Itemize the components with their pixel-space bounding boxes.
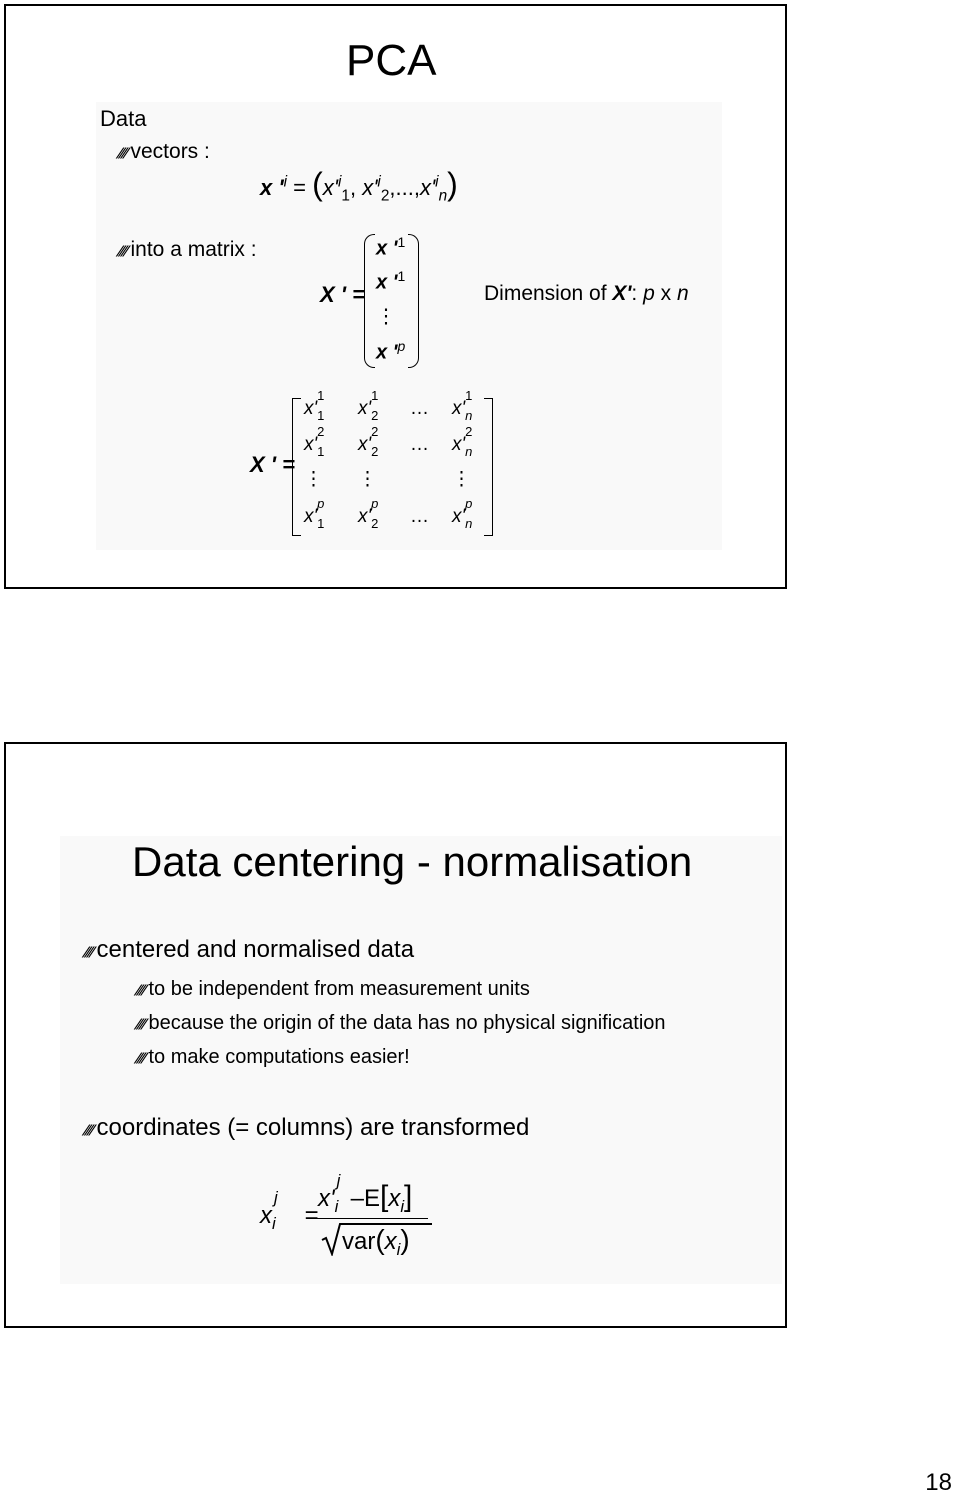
den-sub: i xyxy=(396,1239,401,1259)
num-x: x' xyxy=(318,1185,335,1212)
eq-term: x' xyxy=(322,175,338,200)
eq-sign: = xyxy=(293,175,306,200)
fraction-bar xyxy=(316,1218,428,1219)
cell-base: x' xyxy=(304,506,318,527)
page-number: 18 xyxy=(925,1469,952,1496)
matrix-cell xyxy=(410,398,429,420)
cell-sub: 1 xyxy=(317,444,325,459)
dimension-n: n xyxy=(676,282,689,305)
num-sup: j xyxy=(336,1171,341,1190)
bullet-icon: ⫽⫽ xyxy=(81,944,96,960)
matrix-cell xyxy=(304,468,323,491)
cell-base: … xyxy=(410,506,429,527)
column-matrix-bracket-right xyxy=(408,234,419,368)
cell-sub: n xyxy=(465,516,473,531)
dimension-X: X' xyxy=(612,282,632,305)
eq-paren-close: ) xyxy=(447,166,458,202)
bullet-into-matrix xyxy=(115,238,257,262)
sub-bullet-text: to make computations easier! xyxy=(148,1046,410,1068)
bullet-coordinates xyxy=(81,1114,530,1142)
den-paren-close: ) xyxy=(400,1224,410,1255)
sub-bullet xyxy=(133,1012,666,1035)
column-matrix-entry xyxy=(376,234,405,261)
cell-sup: 2 xyxy=(317,424,325,439)
bullet-text: centered and normalised data xyxy=(96,936,415,963)
formula-numerator xyxy=(318,1171,413,1217)
matrix-cell xyxy=(304,388,325,423)
bullet-centered xyxy=(81,936,415,964)
dimension-prefix: Dimension of xyxy=(484,282,613,305)
eq-dots: ,..., xyxy=(389,175,420,200)
eq-term: x' xyxy=(362,175,378,200)
entry-sup: p xyxy=(397,338,406,354)
sub-bullet xyxy=(133,978,530,1001)
matrix-cell xyxy=(358,388,379,423)
matrix-cell xyxy=(452,468,471,491)
sub-bullet xyxy=(133,1046,410,1069)
eq-term-sup: i xyxy=(377,173,381,191)
entry-base: x ' xyxy=(376,271,398,294)
bullet-icon: ⫽⫽ xyxy=(115,243,130,259)
bullet-icon: ⫽⫽ xyxy=(133,982,148,998)
cell-sub: 2 xyxy=(371,444,379,459)
num-xi-sub: i xyxy=(400,1196,405,1216)
dimension-colon: : xyxy=(631,282,644,305)
cell-sub: 2 xyxy=(371,516,379,531)
dimension-p: p xyxy=(643,282,655,305)
column-matrix-entry xyxy=(376,338,405,365)
column-matrix-bracket-left xyxy=(364,234,375,368)
matrix-cell xyxy=(452,496,473,531)
cell-sup: 2 xyxy=(371,424,379,439)
cell-base: ⋮ xyxy=(358,469,377,490)
dimension-x: x xyxy=(654,282,677,305)
num-bracket-close: ] xyxy=(404,1180,413,1213)
cell-sup: 1 xyxy=(371,388,379,403)
entry-base: x ' xyxy=(376,341,398,364)
matrix-cell xyxy=(358,496,379,531)
den-paren-open: ( xyxy=(375,1224,385,1255)
column-matrix-entry xyxy=(376,302,396,329)
eq-term-sup: i xyxy=(337,173,342,191)
cell-sup: 2 xyxy=(465,424,473,439)
formula-sub: i xyxy=(272,1214,276,1233)
eq-sep: , xyxy=(349,175,357,200)
matrix-cell xyxy=(410,506,429,528)
vector-equation xyxy=(260,166,458,205)
den-var: var xyxy=(342,1228,376,1255)
big-matrix-lhs: X ' = xyxy=(250,452,295,477)
eq-term: x' xyxy=(419,175,436,200)
eq-term-sub: 2 xyxy=(380,187,390,205)
cell-sup: p xyxy=(317,496,325,511)
cell-sub: 2 xyxy=(371,408,379,423)
big-matrix-bracket-left xyxy=(292,398,301,536)
sub-bullet-text: because the origin of the data has no physical signification xyxy=(148,1012,666,1034)
matrix-cell xyxy=(452,424,473,459)
eq-term-sub: 1 xyxy=(341,187,350,205)
cell-sub: 1 xyxy=(317,516,325,531)
matrix-cell xyxy=(304,496,325,531)
heading-data: Data xyxy=(100,106,147,131)
column-matrix-lhs: X ' = xyxy=(320,282,365,307)
slide-title: Data centering - normalisation xyxy=(132,838,693,885)
num-xi: x xyxy=(388,1185,401,1212)
big-matrix-bracket-right xyxy=(484,398,493,536)
cell-base: x' xyxy=(358,506,372,527)
cell-base: x' xyxy=(452,434,466,455)
eq-paren-open: ( xyxy=(312,166,323,202)
num-E: E xyxy=(363,1185,380,1212)
bullet-icon: ⫽⫽ xyxy=(81,1122,96,1138)
cell-base: x' xyxy=(452,398,466,419)
bullet-icon: ⫽⫽ xyxy=(115,145,130,161)
bullet-vectors xyxy=(115,140,210,164)
matrix-cell xyxy=(358,424,379,459)
num-minus: – xyxy=(350,1185,364,1212)
cell-sub: n xyxy=(465,444,473,459)
cell-base: x' xyxy=(304,434,318,455)
bullet-icon: ⫽⫽ xyxy=(133,1016,148,1032)
matrix-cell xyxy=(452,388,473,423)
cell-base: x' xyxy=(358,398,372,419)
cell-sup: p xyxy=(371,496,379,511)
formula-denominator xyxy=(342,1224,410,1260)
formula-sup: j xyxy=(274,1188,278,1207)
cell-base: … xyxy=(410,398,429,419)
cell-base: x' xyxy=(452,506,466,527)
cell-base: x' xyxy=(358,434,372,455)
matrix-cell xyxy=(410,434,429,456)
cell-sup: 1 xyxy=(465,388,473,403)
entry-sup: 1 xyxy=(397,234,406,250)
bullet-icon: ⫽⫽ xyxy=(133,1050,148,1066)
eq-lhs: x ' xyxy=(260,175,284,200)
cell-sub: n xyxy=(465,408,473,423)
formula-eq: = xyxy=(304,1202,319,1229)
cell-sub: 1 xyxy=(317,408,325,423)
slide-pca xyxy=(4,4,787,589)
matrix-cell xyxy=(304,424,325,459)
entry-base: ⋮ xyxy=(376,305,396,328)
cell-base: ⋮ xyxy=(304,469,323,490)
cell-sup: p xyxy=(465,496,473,511)
cell-base: ⋮ xyxy=(452,469,471,490)
eq-term-sub: n xyxy=(438,187,448,205)
matrix-cell xyxy=(358,468,377,491)
cell-sup: 1 xyxy=(317,388,325,403)
eq-lhs-sup: i xyxy=(283,173,288,191)
entry-sup: 1 xyxy=(397,268,406,284)
slide-data-centering xyxy=(4,742,787,1328)
sub-bullet-text: to be independent from measurement units xyxy=(148,978,530,1000)
slide-title: PCA xyxy=(346,36,437,85)
cell-base: x' xyxy=(304,398,318,419)
formula-lhs xyxy=(260,1188,319,1233)
formula-x: x xyxy=(260,1202,272,1229)
num-sub: i xyxy=(334,1197,339,1216)
bullet-text: vectors : xyxy=(130,140,210,163)
num-bracket-open: [ xyxy=(379,1180,389,1213)
bullet-text: coordinates (= columns) are transformed xyxy=(96,1114,530,1141)
column-matrix-entry xyxy=(376,268,405,295)
cell-base: … xyxy=(410,434,429,455)
entry-base: x ' xyxy=(376,237,398,260)
den-x: x xyxy=(384,1228,397,1255)
dimension-text xyxy=(484,282,689,306)
bullet-text: into a matrix : xyxy=(130,238,257,261)
eq-term-sup: i xyxy=(435,173,439,191)
